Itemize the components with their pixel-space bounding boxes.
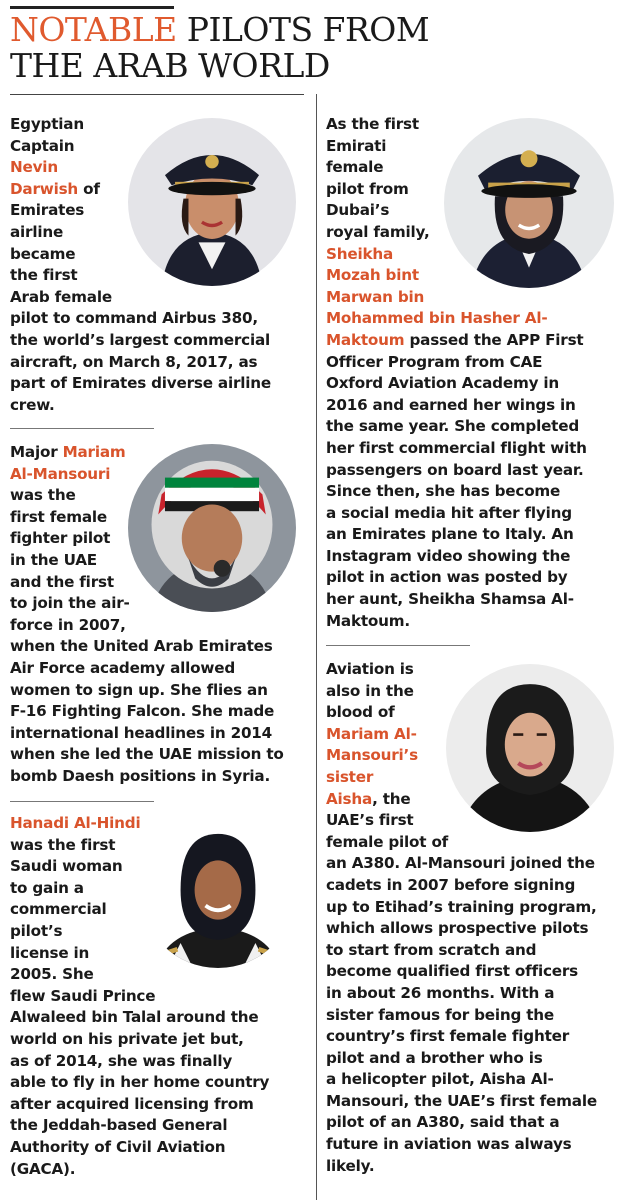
body-text: her first commercial flight with [326, 438, 587, 457]
body-text: likely. [326, 1156, 375, 1175]
body-text: Emirati [326, 136, 387, 155]
body-text: royal family, [326, 222, 430, 241]
body-text: Since then, she has become [326, 482, 561, 501]
body-text: Air Force academy allowed [10, 658, 235, 677]
page-title [10, 12, 610, 84]
body-text: crew. [10, 395, 55, 414]
column-divider [316, 94, 317, 1200]
body-text: first female [10, 507, 107, 526]
body-text: license in [10, 943, 90, 962]
title-accent-bar [10, 6, 174, 9]
body-text: aircraft, on March 8, 2017, as [10, 352, 258, 371]
highlighted-name: Maktoum [326, 330, 405, 349]
highlighted-name: Marwan bin [326, 287, 425, 306]
highlighted-name: Sheikha [326, 244, 394, 263]
body-text: the world’s largest commercial [10, 330, 271, 349]
body-text: international headlines in 2014 [10, 723, 273, 742]
body-text: (GACA). [10, 1159, 76, 1178]
body-text: airline [10, 222, 64, 241]
body-text: become qualified first officers [326, 962, 579, 981]
body-text: , the [372, 789, 411, 808]
body-text: flew Saudi Prince [10, 986, 156, 1005]
body-text: bomb Daesh positions in Syria. [10, 766, 271, 785]
body-text: to start from scratch and [326, 940, 537, 959]
body-text: up to Etihad’s training program, [326, 897, 597, 916]
body-text: Major [10, 443, 63, 461]
title-accent-word: NOTABLE [10, 10, 177, 49]
body-text: passed the APP First [404, 330, 584, 349]
body-text: pilot to command Airbus 380, [10, 309, 258, 328]
highlighted-name: Hanadi Al-Hindi [10, 814, 141, 832]
highlighted-name: Mozah bint [326, 266, 419, 285]
body-text: the same year. She completed [326, 417, 580, 436]
article-sheikha-mozah [326, 114, 618, 632]
body-text: Mansouri, the UAE’s first female [326, 1091, 597, 1110]
body-text: which allows prospective pilots [326, 919, 589, 938]
separator-2 [10, 801, 154, 802]
separator-3 [326, 645, 470, 646]
body-text: in the UAE [10, 550, 97, 569]
body-text: blood of [326, 703, 395, 722]
body-text: in about 26 months. With a [326, 983, 555, 1002]
article-aisha-al-mansouri [326, 659, 618, 1177]
highlighted-name: Nevin [10, 158, 58, 177]
body-text: female pilot of [326, 832, 449, 851]
body-text: also in the [326, 681, 414, 700]
title-line1-rest: PILOTS FROM [186, 10, 430, 49]
article-mariam-al-mansouri [10, 442, 310, 788]
highlighted-name: Aisha [326, 789, 373, 808]
body-text: Saudi woman [10, 857, 123, 876]
body-text: was the [10, 486, 76, 505]
body-text: to gain a [10, 878, 84, 897]
body-text: Egyptian [10, 115, 84, 133]
highlighted-name: Mariam Al- [326, 724, 417, 743]
body-text: was the first [10, 835, 116, 854]
body-text: As the first [326, 115, 419, 133]
body-text: cadets in 2007 before signing [326, 875, 576, 894]
body-text: and the first [10, 572, 114, 591]
body-text: future in aviation was always [326, 1135, 572, 1154]
body-text: force in 2007, [10, 615, 126, 634]
body-text: sister famous for being the [326, 1005, 555, 1024]
body-text: commercial [10, 900, 107, 919]
body-text: Authority of Civil Aviation [10, 1137, 226, 1156]
body-text: Captain [10, 136, 75, 155]
body-text: Maktoum. [326, 611, 410, 630]
body-text: Instagram video showing the [326, 546, 571, 565]
body-text: of [78, 179, 100, 198]
body-text: after acquired licensing from [10, 1094, 254, 1113]
body-text: Officer Program from CAE [326, 352, 543, 371]
body-text: the Jeddah-based General [10, 1116, 228, 1135]
body-text: when she led the UAE mission to [10, 745, 284, 764]
highlighted-name: Darwish [10, 179, 79, 198]
body-text: her aunt, Sheikha Shamsa Al- [326, 590, 574, 609]
body-text: pilot of an A380, said that a [326, 1113, 560, 1132]
article-nevin-darwish [10, 114, 310, 416]
body-text: female [326, 158, 384, 177]
body-text: pilot in action was posted by [326, 568, 568, 587]
body-text: Emirates [10, 201, 85, 220]
body-text: Arab female [10, 287, 112, 306]
highlighted-name: Mohammed bin Hasher Al- [326, 309, 548, 328]
highlighted-name: Mariam [62, 443, 126, 461]
separator-1 [10, 428, 154, 429]
highlighted-name: Al-Mansouri [10, 464, 111, 483]
body-text: became [10, 244, 76, 263]
body-text: Alwaleed bin Talal around the [10, 1008, 259, 1027]
highlighted-name: Mansouri’s [326, 746, 418, 765]
title-line2: THE ARAB WORLD [10, 46, 330, 85]
body-text: country’s first female fighter [326, 1027, 570, 1046]
body-text: the first [10, 266, 78, 285]
body-text: 2005. She [10, 965, 94, 984]
body-text: UAE’s first [326, 811, 414, 830]
body-text: when the United Arab Emirates [10, 637, 273, 656]
body-text: pilot’s [10, 921, 63, 940]
body-text: a social media hit after flying [326, 503, 572, 522]
body-text: an Emirates plane to Italy. An [326, 525, 574, 544]
body-text: an A380. Al-Mansouri joined the [326, 854, 595, 873]
article-hanadi-al-hindi [10, 813, 310, 1180]
body-text: a helicopter pilot, Aisha Al- [326, 1070, 554, 1089]
body-text: world on his private jet but, [10, 1029, 244, 1048]
body-text: able to fly in her home country [10, 1073, 270, 1092]
body-text: women to sign up. She flies an [10, 680, 268, 699]
body-text: Oxford Aviation Academy in [326, 374, 559, 393]
body-text: fighter pilot [10, 529, 111, 548]
body-text: pilot and a brother who is [326, 1048, 543, 1067]
body-text: passengers on board last year. [326, 460, 584, 479]
body-text: 2016 and earned her wings in [326, 395, 576, 414]
body-text: to join the air- [10, 594, 130, 613]
highlighted-name: sister [326, 767, 374, 786]
title-underline [10, 94, 304, 95]
body-text: F-16 Fighting Falcon. She made [10, 702, 275, 721]
body-text: pilot from [326, 179, 409, 198]
body-text: as of 2014, she was finally [10, 1051, 233, 1070]
body-text: Aviation is [326, 660, 414, 678]
body-text: part of Emirates diverse airline [10, 374, 271, 393]
body-text: Dubai’s [326, 201, 390, 220]
